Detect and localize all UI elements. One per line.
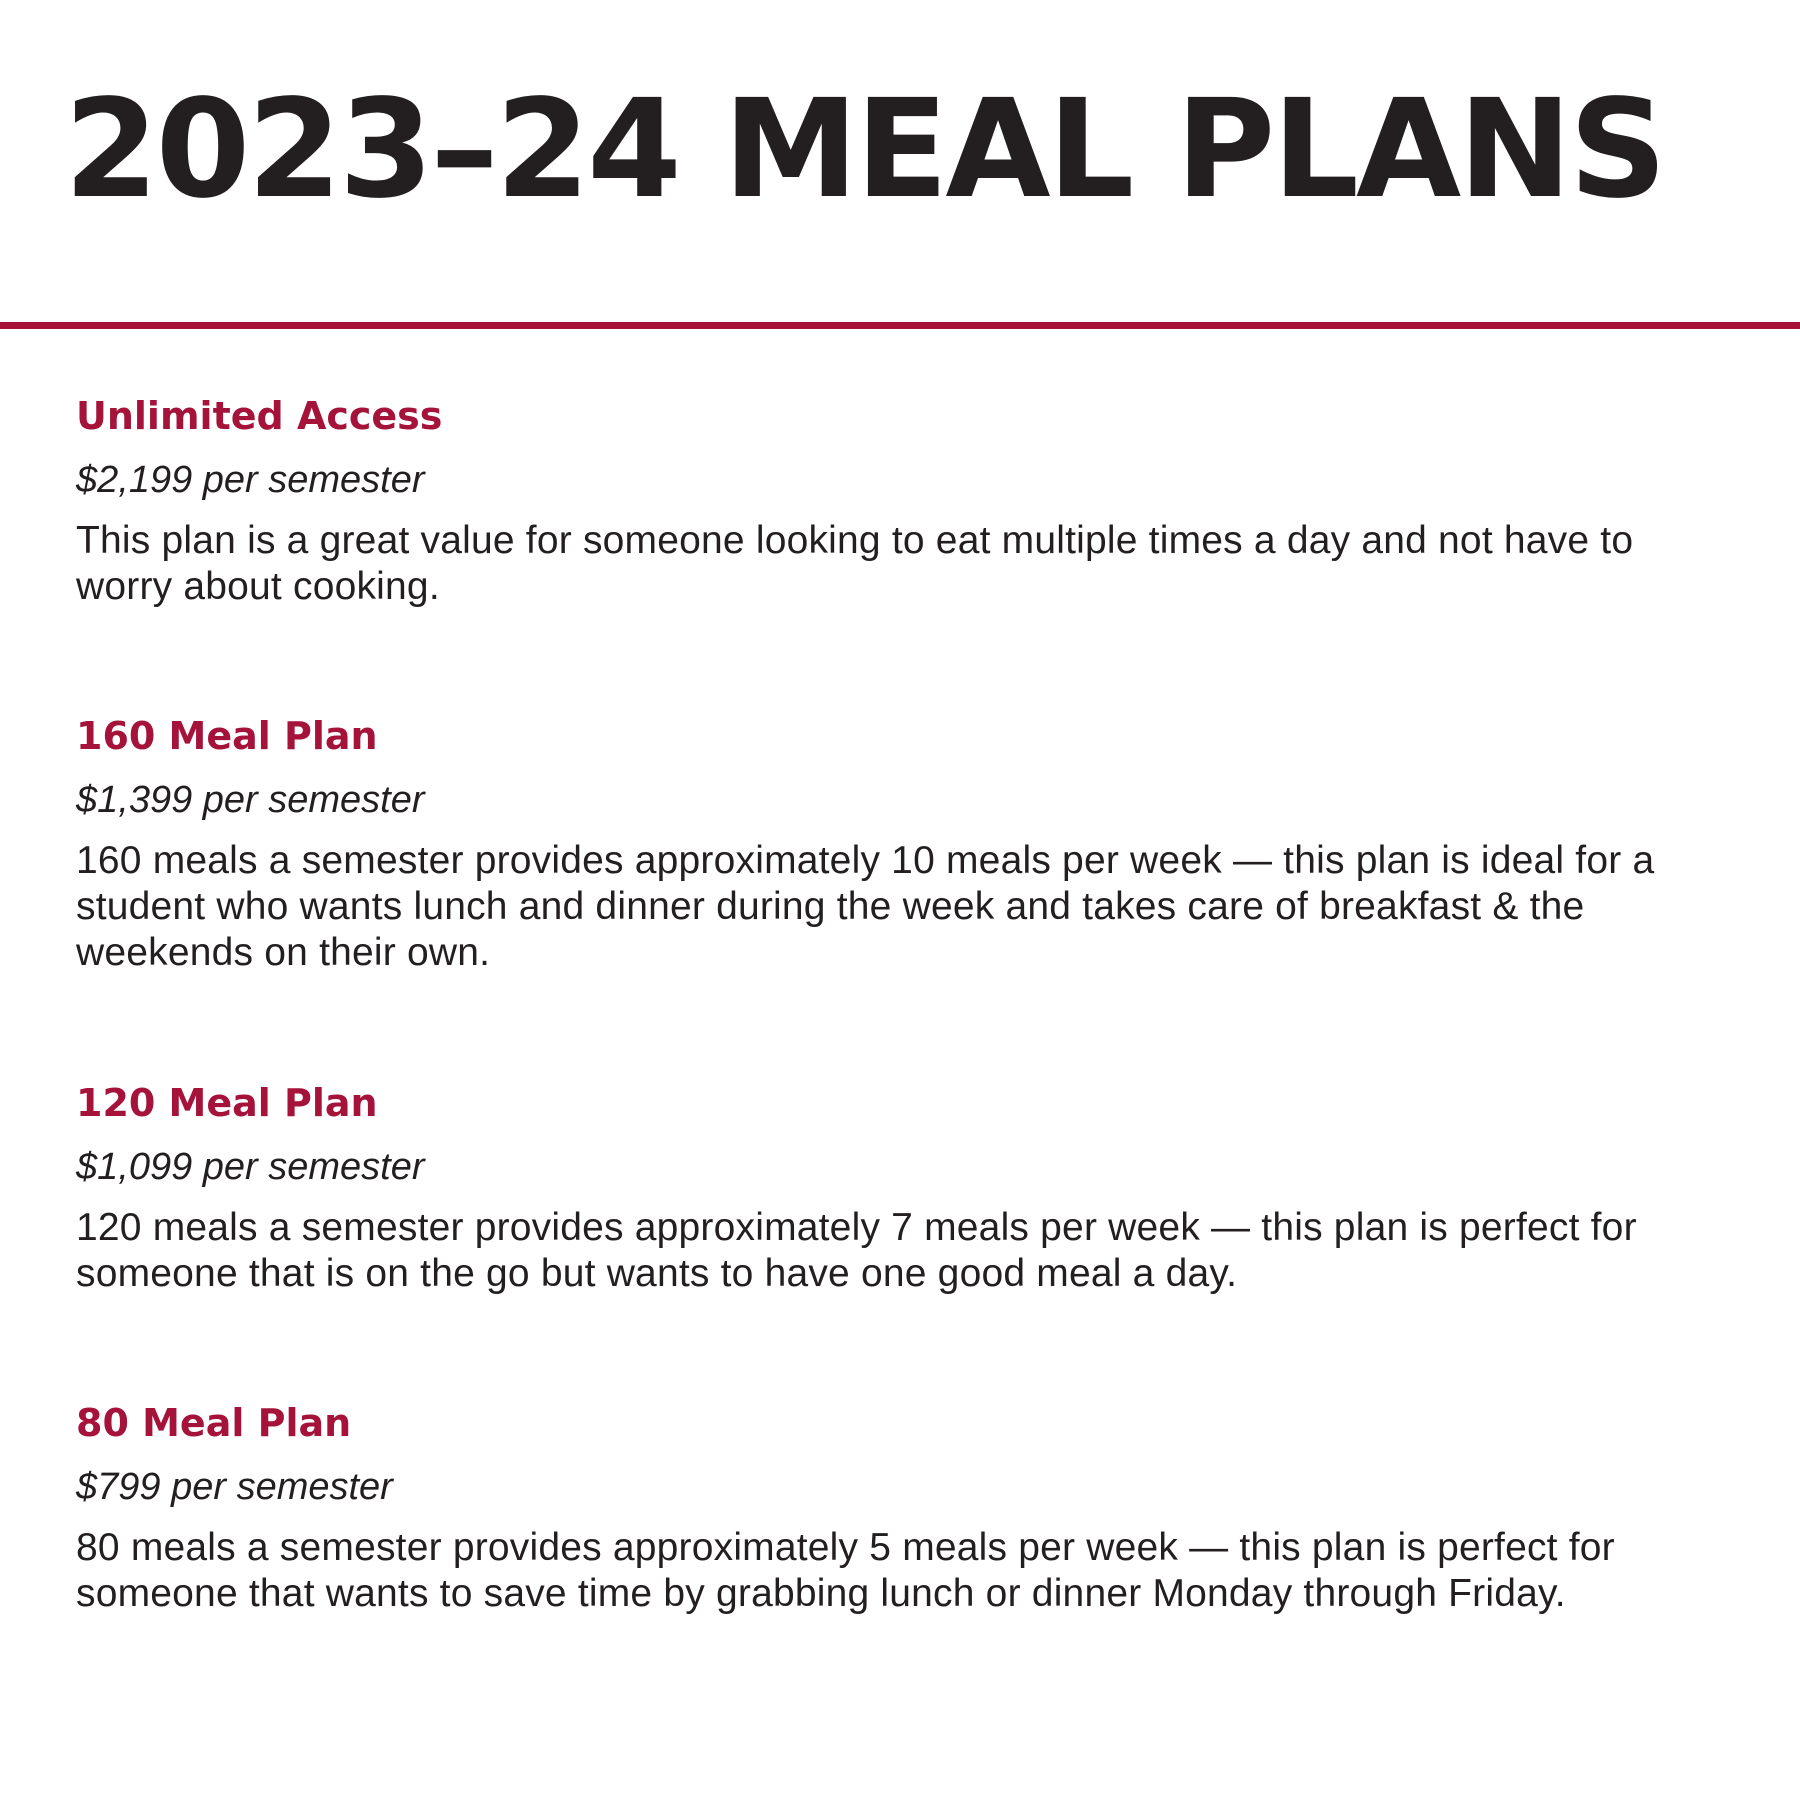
plan-160-meal [76,708,1736,976]
plan-120-meal [76,1075,1736,1297]
plan-name: Unlimited Access [76,394,443,438]
plan-price: $799 per semester [76,1466,393,1508]
plan-description: This plan is a great value for someone looking to eat multiple times a day and not have to worry about cooking. [76,519,1634,608]
plan-price: $1,399 per semester [76,779,425,821]
title-divider [0,322,1800,329]
plan-name: 120 Meal Plan [76,1081,378,1125]
plan-price: $1,099 per semester [76,1146,425,1188]
plan-unlimited-access [76,388,1736,610]
plan-80-meal [76,1395,1736,1617]
plan-name: 160 Meal Plan [76,714,378,758]
plan-name: 80 Meal Plan [76,1401,352,1445]
plan-description: 160 meals a semester provides approximately 10 meals per week — this plan is ideal for a student who wants lunch and dinner during the week and takes care of breakfast & the weekends on their own. [76,839,1655,974]
page-title: 2023–24 MEAL PLANS [64,71,1664,229]
plan-description: 120 meals a semester provides approximately 7 meals per week — this plan is perfect for someone that is on the go but wants to have one good meal a day. [76,1206,1637,1295]
plan-price: $2,199 per semester [76,459,425,501]
plan-description: 80 meals a semester provides approximately 5 meals per week — this plan is perfect for someone that wants to save time by grabbing lunch or dinner Monday through Friday. [76,1526,1615,1615]
